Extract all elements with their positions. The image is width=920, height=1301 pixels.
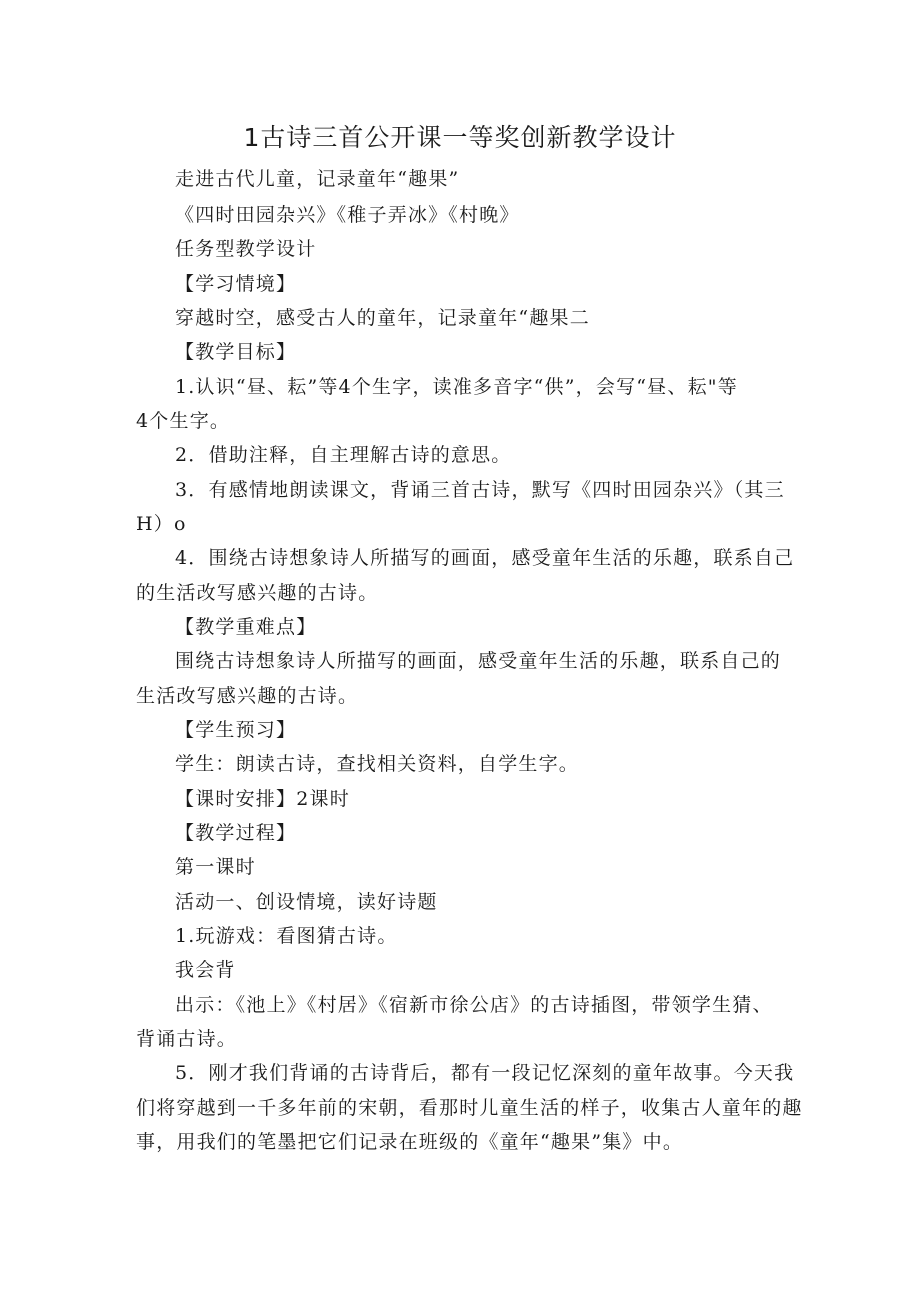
section-heading: 【教学过程】 (175, 822, 297, 844)
text-line: 生活改写感兴趣的古诗。 (136, 685, 359, 707)
section-heading: 【学生预习】 (175, 719, 297, 741)
text-line: 3．有感情地朗读课文，背诵三首古诗，默写《四时田园杂兴》（其三 (175, 479, 785, 501)
section-heading: 【教学重难点】 (175, 616, 317, 638)
text-line: 穿越时空，感受古人的童年，记录童年“趣果二 (175, 307, 590, 329)
text-line: 1.认识“昼、耘”等4个生字，读准多音字“供”，会写“昼、耘"等 (175, 376, 738, 398)
text-line: 5．刚才我们背诵的古诗背后，都有一段记忆深刻的童年故事。今天我 (175, 1062, 795, 1084)
section-heading: 【学习情境】 (175, 273, 297, 295)
text-line: 2．借助注释，自主理解古诗的意思。 (175, 444, 512, 466)
document-title: 1古诗三首公开课一等奖创新教学设计 (243, 123, 677, 152)
text-line: 1.玩游戏：看图猜古诗。 (175, 925, 398, 947)
text-line: 围绕古诗想象诗人所描写的画面，感受童年生活的乐趣，联系自己的 (175, 650, 782, 672)
text-line: 活动一、创设情境，读好诗题 (175, 891, 438, 913)
section-heading: 【教学目标】 (175, 341, 297, 363)
text-line: 任务型教学设计 (175, 238, 317, 260)
text-line: 出示：《池上》《村居》《宿新市徐公店》的古诗插图，带领学生猜、 (175, 994, 773, 1016)
text-line: 学生：朗读古诗，查找相关资料，自学生字。 (175, 753, 580, 775)
text-line: 我会背 (175, 959, 236, 981)
section-heading: 【课时安排】2课时 (175, 788, 350, 810)
text-line: 《四时田园杂兴》《稚子弄冰》《村晚》 (175, 204, 520, 226)
text-line: H）o (136, 513, 187, 535)
text-line: 4．围绕古诗想象诗人所描写的画面，感受童年生活的乐趣，联系自己 (175, 547, 795, 569)
text-line: 4个生字。 (136, 410, 231, 432)
text-line: 走进古代儿童，记录童年“趣果” (175, 168, 460, 190)
text-line: 第一课时 (175, 856, 256, 878)
text-line: 们将穿越到一千多年前的宋朝，看那时儿童生活的样子，收集古人童年的趣 (136, 1097, 803, 1119)
text-line: 事，用我们的笔墨把它们记录在班级的《童年“趣果”集》中。 (136, 1131, 684, 1153)
text-line: 的生活改写感兴趣的古诗。 (136, 582, 379, 604)
text-line: 背诵古诗。 (136, 1028, 238, 1050)
